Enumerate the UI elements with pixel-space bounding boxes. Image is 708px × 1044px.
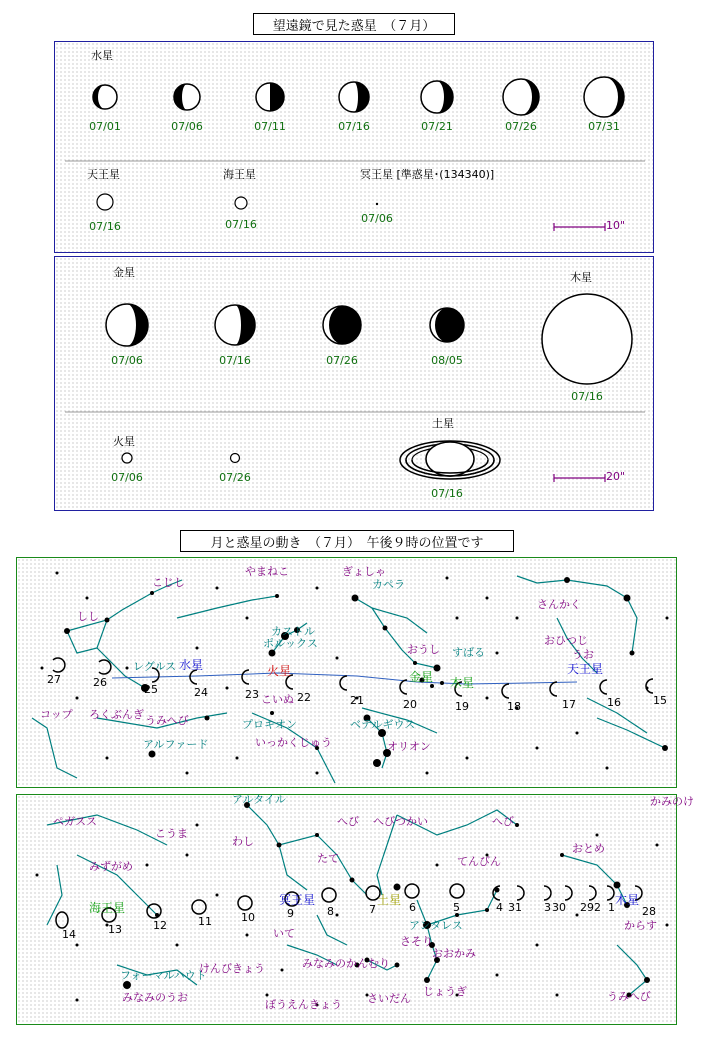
- moon-day-13: 13: [108, 923, 122, 936]
- venus-date-2: 07/16: [219, 354, 251, 367]
- moon-day-25: 25: [144, 683, 158, 696]
- moon-day-17: 17: [562, 698, 576, 711]
- label-mizugame: みずがめ: [89, 860, 133, 873]
- label-castor: カストル: [271, 625, 315, 638]
- moon-day-22: 22: [297, 691, 311, 704]
- planet-saturn-map: 土星: [377, 893, 402, 907]
- label-uo: うお: [572, 648, 594, 661]
- label-pegasus: ペガスス: [53, 815, 97, 828]
- mercury-phase-4: [339, 82, 369, 112]
- label-hebi1: へび: [337, 815, 359, 828]
- moon-day-15: 15: [653, 694, 667, 707]
- moon-day-28: 28: [642, 905, 656, 918]
- label-koji: こじし: [152, 576, 185, 589]
- label-rokubungi: ろくぶんぎ: [89, 708, 144, 721]
- label-karasu: からす: [624, 919, 657, 932]
- moon-day-23: 23: [245, 688, 259, 701]
- label-kouma: こうま: [155, 827, 188, 840]
- mars-disk-2: [231, 454, 240, 463]
- planet-jupiter-lower-map: 木星: [615, 893, 640, 907]
- venus-label: 金星: [113, 266, 135, 279]
- mercury-date-5: 07/21: [421, 120, 453, 133]
- moon-day-2: 2: [594, 901, 601, 914]
- neptune-date: 07/16: [225, 218, 257, 231]
- planet-jupiter-map: 木星: [450, 676, 475, 690]
- label-ikkakujuu: いっかくじゅう: [255, 736, 332, 749]
- jupiter-label: 木星: [570, 271, 592, 284]
- pluto-date: 07/06: [361, 212, 393, 225]
- label-saidan: さいだん: [367, 992, 411, 1005]
- label-capella: カペラ: [372, 578, 405, 591]
- mercury-phase-3: [256, 83, 284, 111]
- moon-day-31: 31: [508, 901, 522, 914]
- label-antares: アンタレス: [409, 919, 463, 932]
- mercury-label: 水星: [91, 49, 113, 62]
- label-oushi: おうし: [407, 643, 440, 656]
- star-map-upper: [16, 557, 677, 788]
- moon-day-5: 5: [453, 901, 460, 914]
- moon-day-24: 24: [194, 686, 208, 699]
- venus-date-4: 08/05: [431, 354, 463, 367]
- moon-day-29: 29: [580, 901, 594, 914]
- moon-day-8: 8: [327, 905, 334, 918]
- label-hebitsukai: へびつかい: [373, 815, 428, 828]
- label-koinu: こいぬ: [261, 693, 294, 706]
- label-bouenkyou: ぼうえんきょう: [265, 998, 342, 1011]
- label-procyon: プロキオン: [242, 718, 297, 731]
- label-washi: わし: [232, 835, 254, 848]
- uranus-disk: [97, 194, 113, 210]
- planet-pluto-map: 冥王星: [279, 893, 316, 907]
- pluto-label: 冥王星 [準惑星･(134340)]: [360, 168, 495, 181]
- label-pollux: ポルックス: [263, 637, 318, 650]
- mars-disk-1: [122, 453, 132, 463]
- panel-venus-jupiter: [54, 256, 654, 511]
- venus-phase-4: [430, 308, 464, 342]
- saturn-drawing: [400, 441, 500, 479]
- moon-day-20: 20: [403, 698, 417, 711]
- ecliptic-path-upper: [112, 673, 577, 684]
- neptune-label: 海王星: [223, 168, 256, 181]
- mercury-phase-1: [93, 85, 117, 109]
- mercury-date-4: 07/16: [338, 120, 370, 133]
- label-regulus: レグルス: [133, 660, 177, 673]
- moon-day-16: 16: [607, 696, 621, 709]
- label-otome: おとめ: [572, 842, 605, 855]
- mercury-phases: [55, 42, 655, 254]
- label-minaminouo: みなみのうお: [122, 991, 188, 1004]
- mercury-date-6: 07/26: [505, 120, 537, 133]
- label-koppu: コップ: [40, 708, 73, 721]
- moon-day-19: 19: [455, 700, 469, 713]
- star-map-lower: [16, 793, 694, 1025]
- venus-phase-3: [323, 306, 361, 344]
- label-umihebi: うみへび: [145, 714, 189, 727]
- moon-day-26: 26: [93, 676, 107, 689]
- planet-mars-map: 火星: [267, 664, 292, 678]
- planet-uranus-map: 天王星: [567, 662, 604, 676]
- jupiter-disk: [542, 294, 632, 384]
- mars-date-1: 07/06: [111, 471, 143, 484]
- uranus-date: 07/16: [89, 220, 121, 233]
- moon-planets-motion-title: 月と惑星の動き （７月） 午後９時の位置です: [180, 530, 514, 552]
- moon-day-21: 21: [350, 694, 364, 707]
- label-tenbin: てんびん: [457, 855, 501, 868]
- label-ohitsuji: おひつじ: [544, 634, 588, 647]
- label-sankaku: さんかく: [537, 598, 581, 611]
- pluto-dot: [376, 203, 378, 205]
- label-hebi2: へび: [492, 815, 514, 828]
- mercury-phase-5: [421, 81, 453, 113]
- venus-date-3: 07/26: [326, 354, 358, 367]
- label-kenbikyou: けんびきょう: [199, 962, 265, 975]
- moon-day-30: 30: [552, 901, 566, 914]
- scale-bar-10: [554, 223, 605, 231]
- mercury-date-1: 07/01: [89, 120, 121, 133]
- venus-phase-1: [106, 304, 148, 346]
- mercury-phase-2: [174, 84, 200, 110]
- mercury-phase-7: [584, 77, 624, 117]
- panel-mercury-outer-planets: [54, 41, 654, 253]
- saturn-date: 07/16: [431, 487, 463, 500]
- moon-day-9: 9: [287, 907, 294, 920]
- planet-neptune-map: 海王星: [89, 901, 126, 915]
- planet-mercury-map: 水星: [179, 658, 204, 672]
- label-alphard: アルファード: [143, 738, 209, 751]
- label-altair: アルタイル: [232, 793, 286, 806]
- scale-bar-20: [554, 474, 605, 482]
- label-jougi: じょうぎ: [423, 985, 467, 998]
- label-sasori: さそり: [400, 935, 433, 948]
- planet-venus-map: 金星: [409, 670, 434, 684]
- scale-label-20: 20": [606, 470, 626, 483]
- moon-day-11: 11: [198, 915, 212, 928]
- mars-date-2: 07/26: [219, 471, 251, 484]
- scale-label-10: 10": [606, 219, 626, 232]
- venus-date-1: 07/06: [111, 354, 143, 367]
- mars-label: 火星: [113, 435, 135, 448]
- mercury-date-7: 07/31: [588, 120, 620, 133]
- neptune-disk: [235, 197, 247, 209]
- mercury-date-2: 07/06: [171, 120, 203, 133]
- label-fomalhaut: フォーマルハウト: [120, 969, 207, 982]
- label-shishi: しし: [77, 610, 99, 623]
- label-kaminoke: かみのけ: [650, 795, 694, 808]
- label-ite: いて: [273, 927, 295, 940]
- venus-jupiter-drawings: [55, 257, 655, 512]
- moon-day-18: 18: [507, 700, 521, 713]
- moon-day-4: 4: [496, 901, 503, 914]
- jupiter-date: 07/16: [571, 390, 603, 403]
- moon-day-14: 14: [62, 928, 76, 941]
- planets-telescope-title: 望遠鏡で見た惑星 （７月）: [253, 13, 455, 35]
- label-orion: オリオン: [387, 740, 431, 753]
- mercury-phase-6: [503, 79, 539, 115]
- moon-day-3: 3: [544, 901, 551, 914]
- label-ookami: おおかみ: [432, 947, 476, 960]
- label-subaru: すばる: [452, 646, 485, 659]
- uranus-label: 天王星: [87, 168, 120, 181]
- label-umihebi-lower: うみへび: [607, 990, 651, 1003]
- moon-day-27: 27: [47, 673, 61, 686]
- saturn-label: 土星: [432, 417, 454, 430]
- label-tate: たて: [317, 852, 339, 865]
- label-betelgeuse: ベテルギウス: [350, 718, 416, 731]
- moon-day-7: 7: [369, 903, 376, 916]
- label-minaminokanmuri: みなみのかんむり: [302, 957, 390, 970]
- label-yamaneko: やまねこ: [245, 565, 289, 578]
- moon-day-6: 6: [409, 901, 416, 914]
- label-gyosha: ぎょしゃ: [342, 565, 386, 578]
- moon-day-1: 1: [608, 901, 615, 914]
- moon-day-12: 12: [153, 919, 167, 932]
- venus-phase-2: [215, 305, 255, 345]
- mercury-date-3: 07/11: [254, 120, 286, 133]
- moon-day-10: 10: [241, 911, 255, 924]
